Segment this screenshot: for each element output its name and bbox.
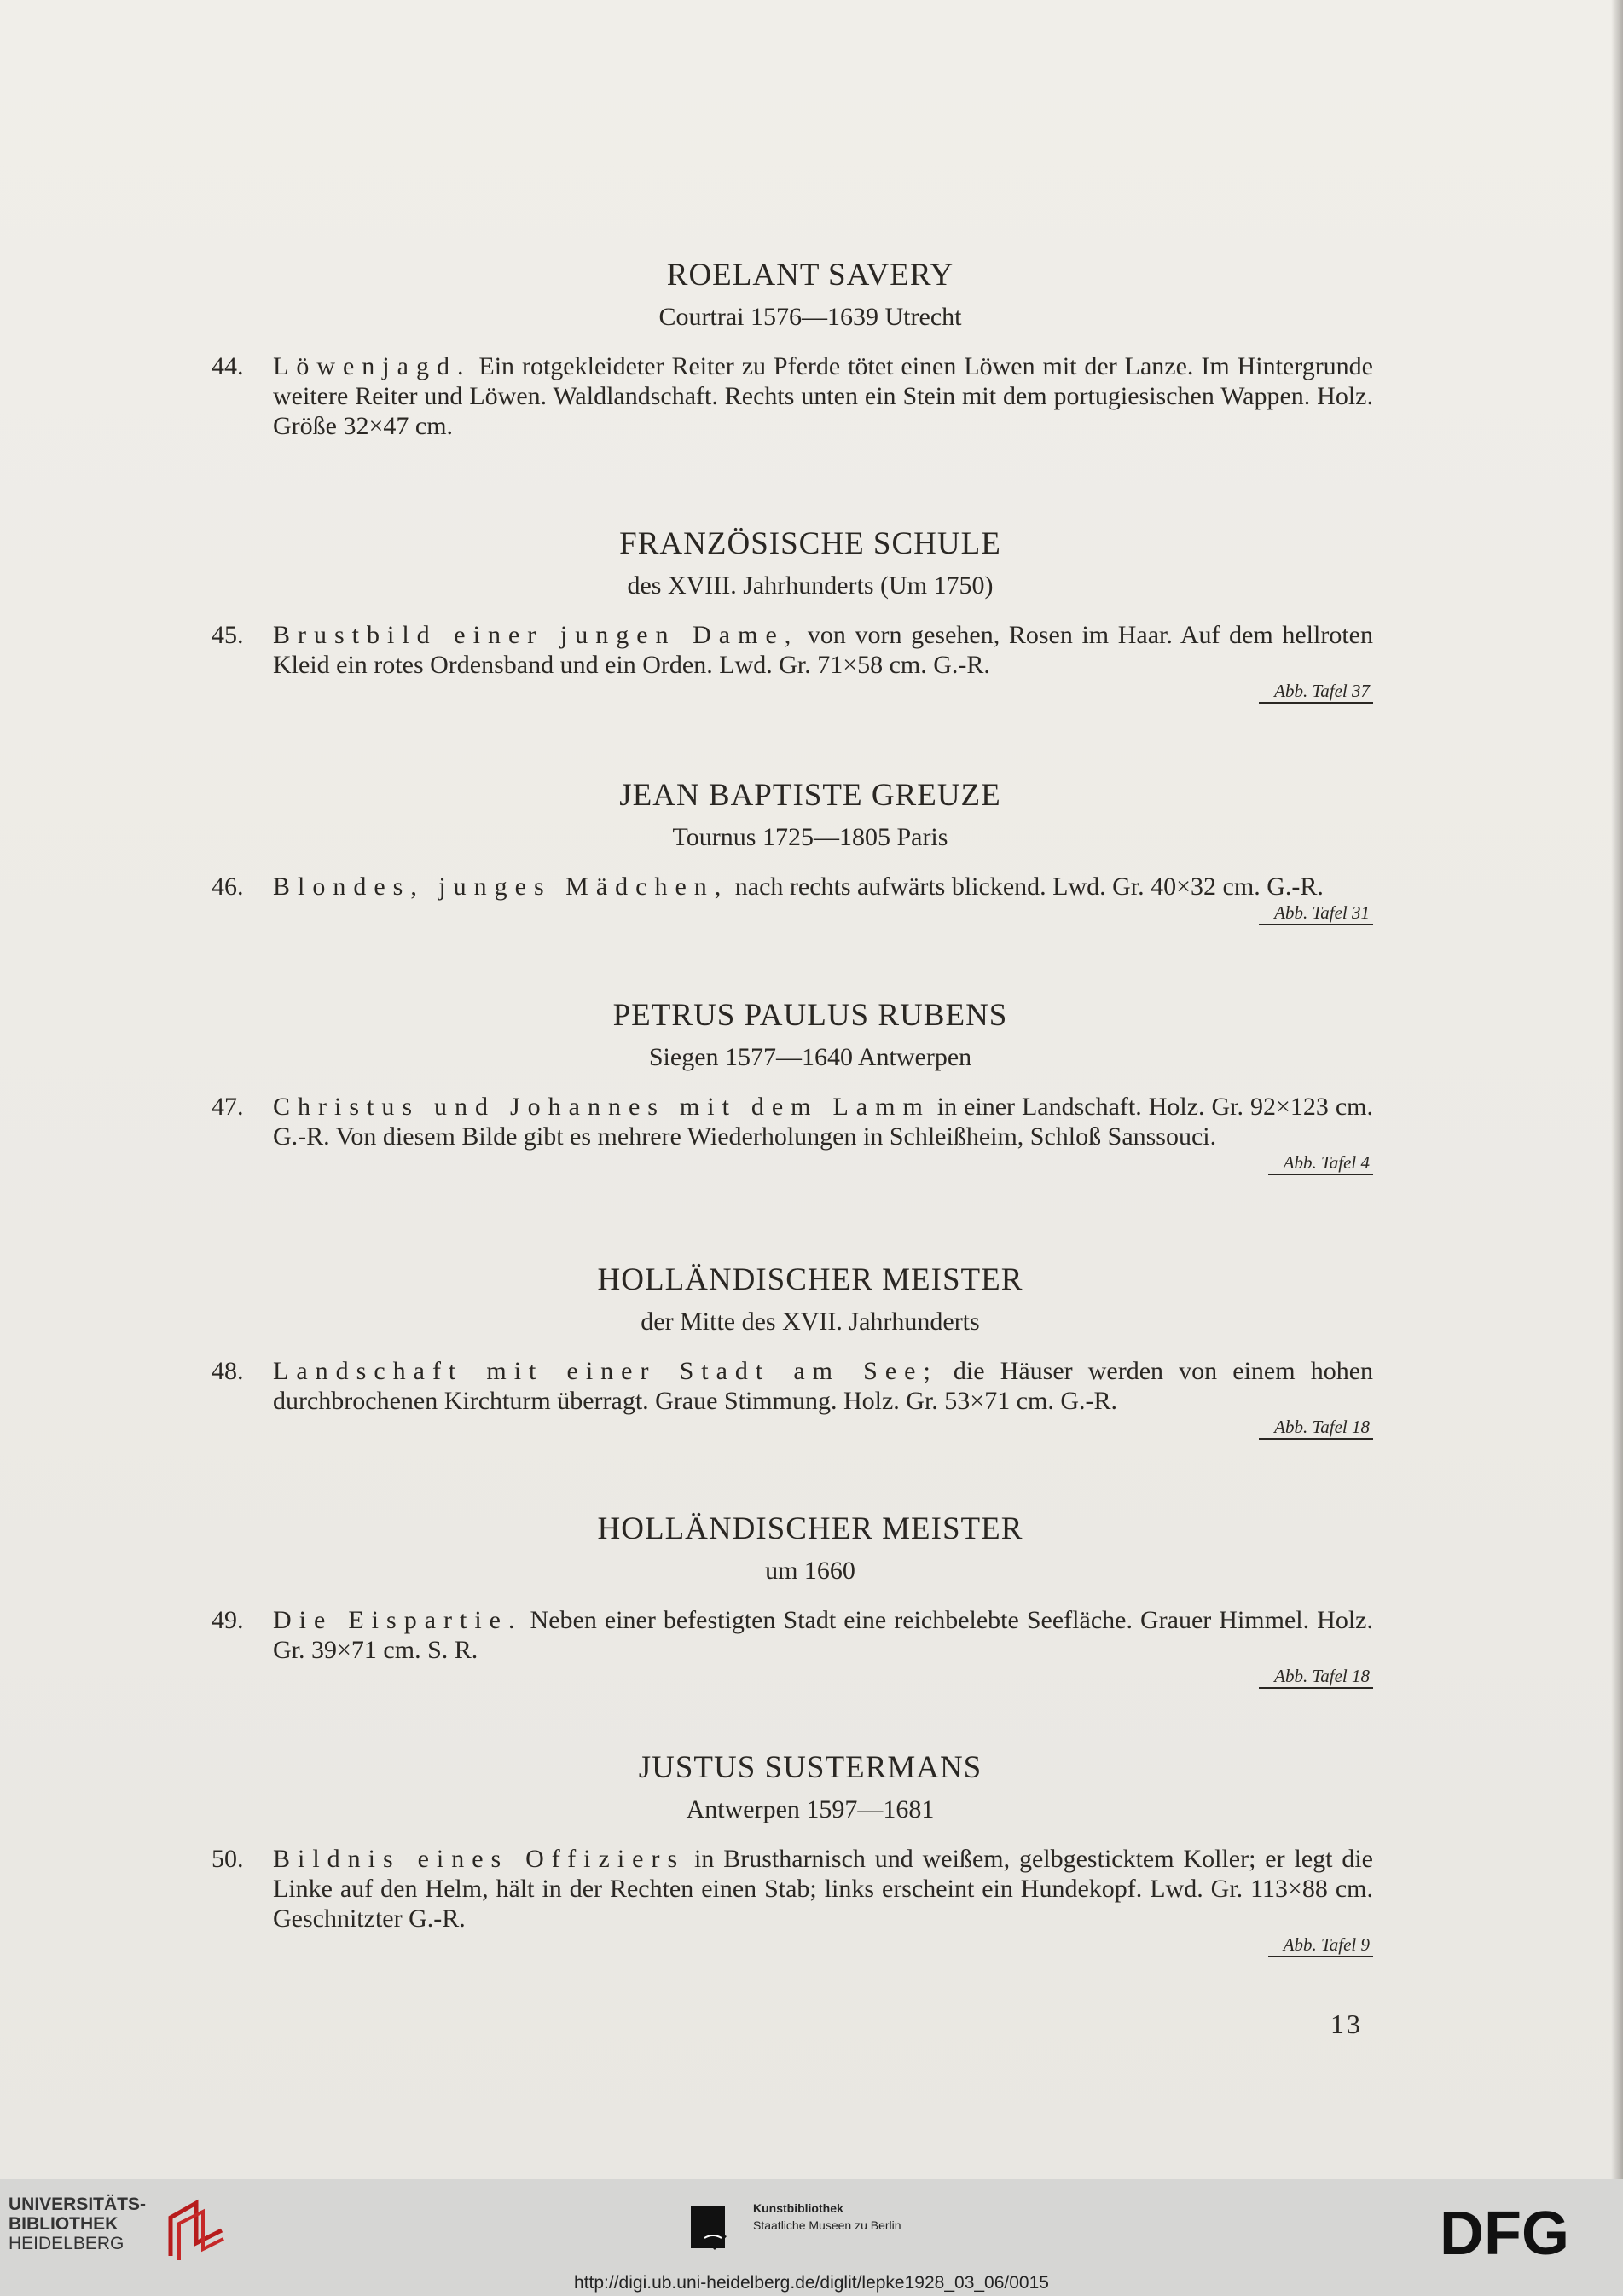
entry-number: 50. [212,1845,244,1873]
artist-origin: des XVIII. Jahrhunderts (Um 1750) [627,571,994,600]
catalog-section-hollaendischer-meister-1 [212,1261,1374,1438]
plate-reference-label: Abb. Tafel 31 [1259,902,1373,925]
artist-heading: JUSTUS SUSTERMANS [638,1750,982,1785]
catalog-entry [212,872,1373,924]
kunstbibliothek-logo-icon [689,2202,744,2257]
entry-number: 44. [212,352,244,380]
plate-reference [273,902,1373,924]
entry-description: von vorn gesehen, Rosen im Haar. Auf dem hellroten Kleid ein rotes Ordensband und ein Orden. Lwd. Gr. 71×58 cm. G.-R. [273,621,1373,679]
catalog-entry [212,1356,1374,1438]
kunstbibliothek-label[interactable] [753,2200,901,2234]
footer-bar [0,2179,1623,2296]
plate-reference-label: Abb. Tafel 18 [1259,1666,1373,1689]
catalog-section-savery [212,256,1373,441]
page-number: 13 [1330,2009,1363,2039]
catalog-entry [212,1844,1373,1956]
artist-heading: JEAN BAPTISTE GREUZE [619,778,1001,813]
university-line-2: BIBLIOTHEK [9,2214,119,2234]
entry-title: Blondes, junges Mädchen, [273,873,729,901]
artist-origin: der Mitte des XVII. Jahrhunderts [641,1307,980,1336]
catalog-entry [212,620,1373,702]
kb-line-1: Kunstbibliothek [753,2201,843,2215]
entry-description: Neben einer befestigten Stadt eine reichbelebte Seefläche. Grauer Himmel. Holz. Gr. 39×71 cm. S. R. [273,1606,1373,1664]
entry-description: die Häuser werden von einem hohen durchbrochenen Kirchturm überragt. Graue Stimmung. Holz. Gr. 53×71 cm. G.-R. [273,1357,1374,1415]
entry-number: 49. [212,1606,244,1634]
plate-reference [273,1416,1373,1438]
document-url[interactable]: http://digi.ub.uni-heidelberg.de/diglit/lepke1928_03_06/0015 [574,2273,1049,2293]
entry-number: 46. [212,873,244,901]
artist-heading: HOLLÄNDISCHER MEISTER [597,1262,1023,1297]
entry-number: 47. [212,1093,244,1121]
catalog-section-franzoesische-schule [212,525,1373,702]
plate-reference [273,1934,1373,1956]
entry-description: Ein rotgekleideter Reiter zu Pferde tötet einen Löwen mit der Lanze. Im Hintergrunde weitere Reiter und Löwen. Waldlandschaft. Rechts unten ein Stein mit dem portugiesischen Wappen. Holz. Größe 32×47 cm. [273,352,1373,440]
entry-description: nach rechts aufwärts blickend. Lwd. Gr. 40×32 cm. G.-R. [734,873,1324,901]
entry-title: Löwenjagd. [273,352,472,380]
dfg-logo-text: DFG [1440,2203,1569,2261]
artist-heading: FRANZÖSISCHE SCHULE [619,526,1001,561]
plate-reference-label: Abb. Tafel 37 [1259,681,1373,704]
entry-number: 48. [212,1357,244,1385]
entry-title: Landschaft mit einer Stadt am See; [273,1357,938,1385]
plate-reference [273,1665,1373,1687]
university-line-1: UNIVERSITÄTS- [9,2195,147,2214]
artist-heading: PETRUS PAULUS RUBENS [612,998,1008,1033]
plate-reference-label: Abb. Tafel 4 [1268,1152,1373,1175]
entry-title: Bildnis eines Offiziers [273,1845,686,1873]
university-logo-icon [162,2196,230,2264]
page-edge-shadow [1611,0,1623,2179]
catalog-section-rubens [212,996,1374,1174]
entry-title: Die Eispartie. [273,1606,523,1634]
entry-description: in einer Landschaft. Holz. Gr. 92×123 cm. G.-R. Von diesem Bilde gibt es mehrere Wiederholungen in Schleißheim, Schloß Sanssouci. [273,1093,1374,1151]
entry-description: in Brustharnisch und weißem, gelbgesticktem Koller; er legt die Linke auf den Helm, hält in der Rechten einen Stab; links erscheint ein Hundekopf. Lwd. Gr. 113×88 cm. Geschnitzter G.-R. [273,1845,1373,1933]
university-line-3: HEIDELBERG [9,2234,125,2253]
catalog-entry [212,351,1373,441]
kb-line-2: Staatliche Museen zu Berlin [753,2218,901,2232]
catalog-section-sustermans [212,1748,1373,1956]
catalog-entry [212,1092,1374,1174]
plate-reference [273,1151,1373,1174]
catalog-section-greuze [212,776,1373,924]
entry-number: 45. [212,621,244,649]
entry-title: Christus und Johannes mit dem Lamm [273,1093,930,1121]
artist-origin: um 1660 [765,1557,855,1585]
artist-origin: Antwerpen 1597—1681 [686,1795,935,1823]
catalog-entry [212,1605,1373,1687]
artist-origin: Tournus 1725—1805 Paris [672,823,948,851]
university-library-name[interactable] [9,2195,146,2253]
plate-reference-label: Abb. Tafel 18 [1259,1417,1373,1440]
artist-heading: ROELANT SAVERY [666,258,954,293]
artist-origin: Courtrai 1576—1639 Utrecht [658,303,962,331]
plate-reference-label: Abb. Tafel 9 [1268,1934,1373,1957]
plate-reference [273,680,1373,702]
entry-title: Brustbild einer jungen Dame, [273,621,799,649]
artist-heading: HOLLÄNDISCHER MEISTER [597,1511,1023,1546]
dfg-logo-icon[interactable] [1440,2203,1610,2261]
artist-origin: Siegen 1577—1640 Antwerpen [648,1043,972,1071]
catalog-section-hollaendischer-meister-2 [212,1510,1373,1687]
